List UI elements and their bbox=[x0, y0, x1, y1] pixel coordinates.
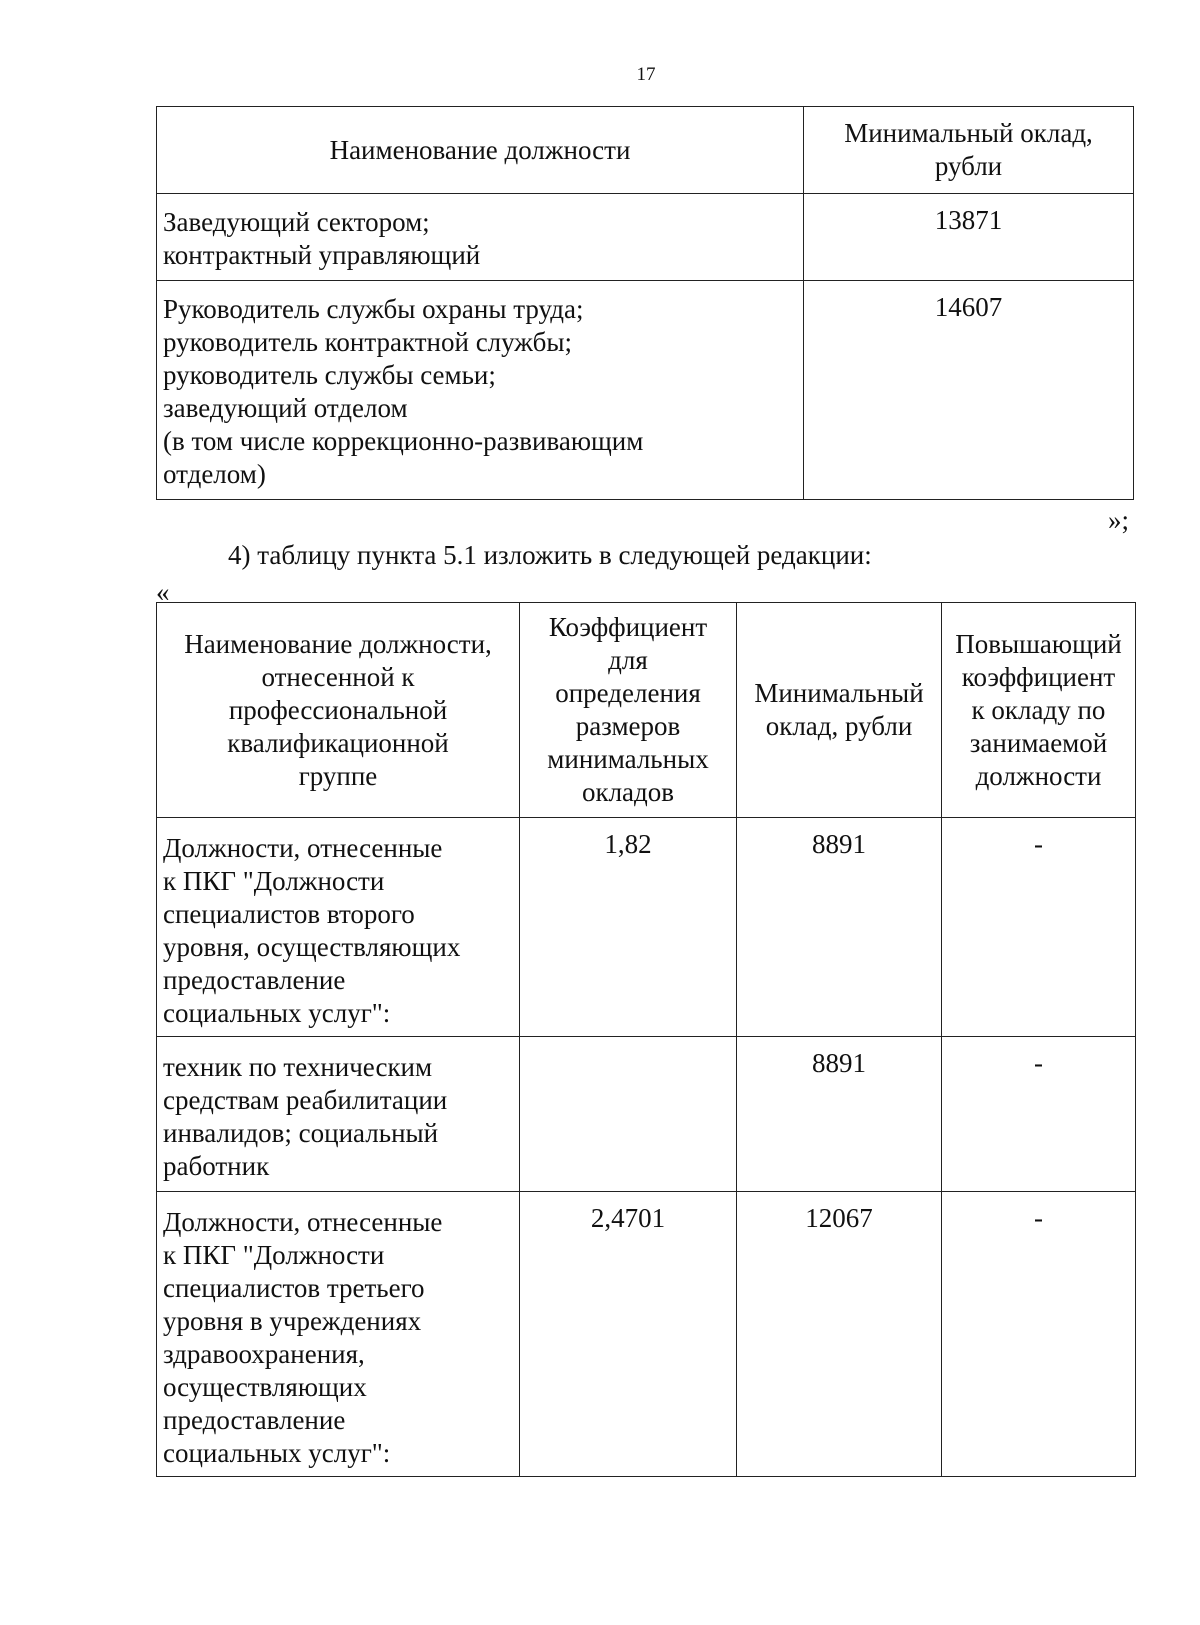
closing-quote: »; bbox=[1108, 505, 1130, 535]
column-header-position: Наименование должности bbox=[157, 107, 804, 194]
opening-quote: « bbox=[156, 577, 170, 607]
table-row bbox=[157, 281, 1134, 500]
salary-table-qualification-groups bbox=[156, 602, 1136, 1477]
column-header-min-salary: Минимальный оклад, рубли bbox=[737, 603, 942, 818]
table-row bbox=[157, 1192, 1136, 1477]
column-header-increase-coefficient: Повышающий коэффициент к окладу по занимаемой должности bbox=[942, 603, 1136, 818]
coefficient-cell bbox=[520, 1037, 737, 1192]
increase-coefficient-cell: - bbox=[942, 1037, 1136, 1192]
table-row bbox=[157, 1037, 1136, 1192]
column-header-coefficient: Коэффициент для определения размеров минимальных окладов bbox=[520, 603, 737, 818]
min-salary-cell: 8891 bbox=[737, 818, 942, 1037]
increase-coefficient-cell: - bbox=[942, 818, 1136, 1037]
coefficient-cell: 1,82 bbox=[520, 818, 737, 1037]
increase-coefficient-cell: - bbox=[942, 1192, 1136, 1477]
position-name-cell: Руководитель службы охраны труда; руководитель контрактной службы; руководитель службы семьи; заведующий отделом (в том числе коррекционно-развивающим отделом) bbox=[157, 281, 804, 500]
table-header-row bbox=[157, 107, 1134, 194]
column-header-position-group: Наименование должности, отнесенной к профессиональной квалификационной группе bbox=[157, 603, 520, 818]
min-salary-cell: 8891 bbox=[737, 1037, 942, 1192]
table-row bbox=[157, 194, 1134, 281]
table-header-row bbox=[157, 603, 1136, 818]
table-row bbox=[157, 818, 1136, 1037]
min-salary-cell: 12067 bbox=[737, 1192, 942, 1477]
position-name-cell: Должности, отнесенные к ПКГ "Должности специалистов второго уровня, осуществляющих предоставление социальных услуг": bbox=[157, 818, 520, 1037]
position-name-cell: Должности, отнесенные к ПКГ "Должности специалистов третьего уровня в учреждениях здравоохранения, осуществляющих предоставление социальных услуг": bbox=[157, 1192, 520, 1477]
salary-table-positions bbox=[156, 106, 1134, 500]
position-name-cell: Заведующий сектором; контрактный управляющий bbox=[157, 194, 804, 281]
min-salary-cell: 14607 bbox=[804, 281, 1134, 500]
min-salary-cell: 13871 bbox=[804, 194, 1134, 281]
page-number: 17 bbox=[636, 64, 656, 85]
coefficient-cell: 2,4701 bbox=[520, 1192, 737, 1477]
amendment-instruction: 4) таблицу пункта 5.1 изложить в следующей редакции: bbox=[228, 540, 872, 570]
column-header-min-salary: Минимальный оклад, рубли bbox=[804, 107, 1134, 194]
position-name-cell: техник по техническим средствам реабилитации инвалидов; социальный работник bbox=[157, 1037, 520, 1192]
